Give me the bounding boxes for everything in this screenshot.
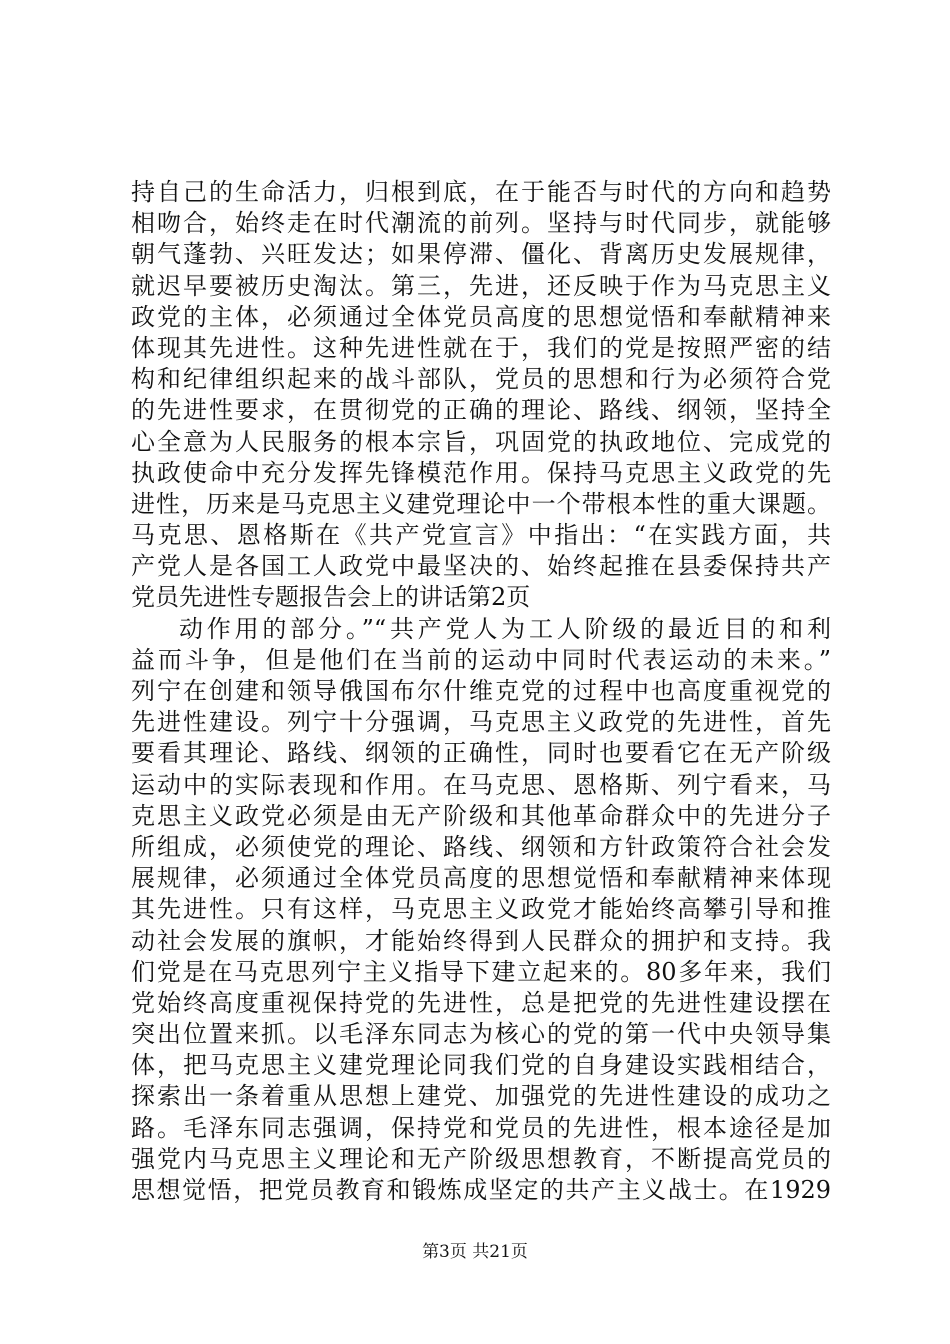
page-number-footer: 第3页 共21页 bbox=[422, 1242, 528, 1262]
text-line: 要看其理论、路线、纲领的正确性，同时也要看它在无产阶级 bbox=[131, 739, 831, 768]
text-line: 执政使命中充分发挥先锋模范作用。保持马克思主义政党的先 bbox=[131, 458, 831, 487]
text-line: 体，把马克思主义建党理论同我们党的自身建设实践相结合， bbox=[131, 1051, 831, 1080]
text-line: 先进性建设。列宁十分强调，马克思主义政党的先进性，首先 bbox=[131, 708, 831, 737]
text-line: 动作用的部分。”“共产党人为工人阶级的最近目的和利 bbox=[179, 614, 831, 643]
text-line: 运动中的实际表现和作用。在马克思、恩格斯、列宁看来，马 bbox=[131, 770, 831, 799]
text-line: 体现其先进性。这种先进性就在于，我们的党是按照严密的结 bbox=[131, 333, 831, 362]
text-line: 路。毛泽东同志强调，保持党和党员的先进性，根本途径是加 bbox=[131, 1113, 831, 1142]
text-line: 产党人是各国工人政党中最坚决的、始终起推在县委保持共产 bbox=[131, 552, 831, 581]
text-line: 展规律，必须通过全体党员高度的思想觉悟和奉献精神来体现 bbox=[131, 864, 831, 893]
body-text bbox=[131, 177, 831, 1206]
text-line: 动社会发展的旗帜，才能始终得到人民群众的拥护和支持。我 bbox=[131, 926, 831, 955]
text-line: 突出位置来抓。以毛泽东同志为核心的党的第一代中央领导集 bbox=[131, 1020, 831, 1049]
text-line: 们党是在马克思列宁主义指导下建立起来的。80多年来，我们 bbox=[131, 957, 831, 986]
text-line: 党员先进性专题报告会上的讲话第2页 bbox=[131, 583, 531, 612]
text-line: 政党的主体，必须通过全体党员高度的思想觉悟和奉献精神来 bbox=[131, 302, 831, 331]
text-line: 强党内马克思主义理论和无产阶级思想教育，不断提高党员的 bbox=[131, 1144, 831, 1173]
text-line: 持自己的生命活力，归根到底，在于能否与时代的方向和趋势 bbox=[131, 178, 831, 206]
text-line: 心全意为人民服务的根本宗旨，巩固党的执政地位、完成党的 bbox=[131, 427, 831, 456]
text-line: 所组成，必须使党的理论、路线、纲领和方针政策符合社会发 bbox=[131, 832, 831, 861]
text-line: 马克思、恩格斯在《共产党宣言》中指出：“在实践方面，共 bbox=[131, 521, 831, 550]
text-line: 探索出一条着重从思想上建党、加强党的先进性建设的成功之 bbox=[131, 1082, 831, 1111]
text-line: 的先进性要求，在贯彻党的正确的理论、路线、纲领，坚持全 bbox=[131, 396, 831, 425]
text-line: 进性，历来是马克思主义建党理论中一个带根本性的重大课题。 bbox=[131, 489, 831, 518]
text-line: 朝气蓬勃、兴旺发达；如果停滞、僵化、背离历史发展规律， bbox=[131, 240, 831, 269]
text-line: 克思主义政党必须是由无产阶级和其他革命群众中的先进分子 bbox=[131, 801, 831, 830]
text-line: 列宁在创建和领导俄国布尔什维克党的过程中也高度重视党的 bbox=[131, 677, 831, 705]
text-line: 就迟早要被历史淘汰。第三，先进，还反映于作为马克思主义 bbox=[131, 271, 831, 300]
text-line: 相吻合，始终走在时代潮流的前列。坚持与时代同步，就能够 bbox=[131, 209, 831, 238]
text-line: 思想觉悟，把党员教育和锻炼成坚定的共产主义战士。在1929 bbox=[131, 1176, 831, 1204]
text-line: 其先进性。只有这样，马克思主义政党才能始终高攀引导和推 bbox=[131, 895, 831, 924]
text-line: 党始终高度重视保持党的先进性，总是把党的先进性建设摆在 bbox=[131, 988, 831, 1017]
text-line: 益而斗争，但是他们在当前的运动中同时代表运动的未来。” bbox=[131, 645, 831, 674]
text-line: 构和纪律组织起来的战斗部队，党员的思想和行为必须符合党 bbox=[131, 365, 831, 394]
